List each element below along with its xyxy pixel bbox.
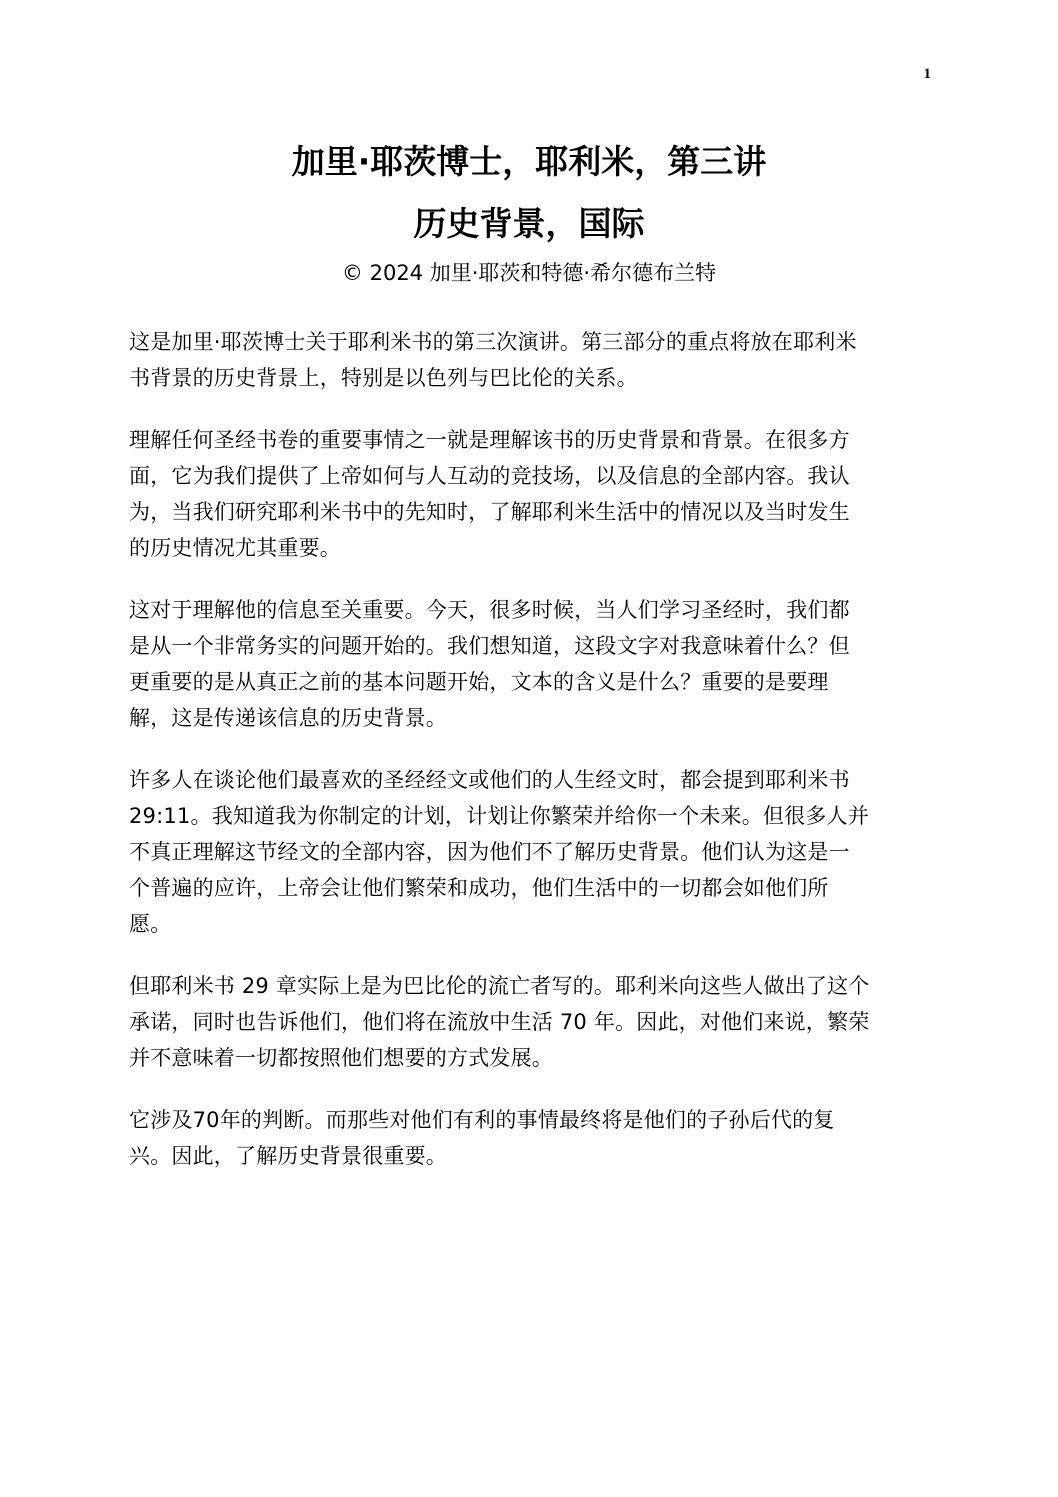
page-number: 1 <box>923 66 931 82</box>
text-line: 承诺，同时也告诉他们，他们将在流放中生活 70 年。因此，对他们来说，繁荣 <box>129 1010 870 1034</box>
text-line: 为，当我们研究耶利米书中的先知时，了解耶利米生活中的情况以及当时发生 <box>129 500 850 524</box>
paragraph <box>129 592 927 736</box>
text-line: 兴。因此，了解历史背景很重要。 <box>129 1144 447 1168</box>
text-line: 理解任何圣经书卷的重要事情之一就是理解该书的历史背景和背景。在很多方 <box>129 428 850 452</box>
text-line: 是从一个非常务实的问题开始的。我们想知道，这段文字对我意味着什么？但 <box>129 634 850 658</box>
text-line: 的历史情况尤其重要。 <box>129 536 341 560</box>
document-title: 加里·耶茨博士，耶利米，第三讲 <box>291 142 767 181</box>
paragraph <box>129 762 927 942</box>
text-line: 面，它为我们提供了上帝如何与人互动的竞技场，以及信息的全部内容。我认 <box>129 464 850 488</box>
text-line: 它涉及70年的判断。而那些对他们有利的事情最终将是他们的子孙后代的复 <box>129 1108 835 1132</box>
text-line: 更重要的是从真正之前的基本问题开始，文本的含义是什么？重要的是要理 <box>129 670 829 694</box>
text-line: 但耶利米书 29 章实际上是为巴比伦的流亡者写的。耶利米向这些人做出了这个 <box>129 974 870 998</box>
text-line: 不真正理解这节经文的全部内容，因为他们不了解历史背景。他们认为这是一 <box>129 840 850 864</box>
copyright-notice: © 2024 加里·耶茨和特德·希尔德布兰特 <box>341 261 717 285</box>
paragraph <box>129 1102 927 1174</box>
text-line: 这对于理解他的信息至关重要。今天，很多时候，当人们学习圣经时，我们都 <box>129 598 850 622</box>
document-subtitle: 历史背景，国际 <box>413 204 645 243</box>
text-line: 解，这是传递该信息的历史背景。 <box>129 706 447 730</box>
text-line: 个普遍的应许，上帝会让他们繁荣和成功，他们生活中的一切都会如他们所 <box>129 876 829 900</box>
text-line: 书背景的历史背景上，特别是以色列与巴比伦的关系。 <box>129 366 638 390</box>
text-line: 愿。 <box>129 912 172 936</box>
text-line: 许多人在谈论他们最喜欢的圣经经文或他们的人生经文时，都会提到耶利米书 <box>129 768 850 792</box>
text-line: 这是加里·耶茨博士关于耶利米书的第三次演讲。第三部分的重点将放在耶利米 <box>129 330 857 354</box>
paragraph <box>129 968 927 1076</box>
text-line: 29:11。我知道我为你制定的计划，计划让你繁荣并给你一个未来。但很多人并 <box>129 804 869 828</box>
paragraph <box>129 324 927 396</box>
text-line: 并不意味着一切都按照他们想要的方式发展。 <box>129 1046 553 1070</box>
paragraph <box>129 422 927 566</box>
body-text <box>129 324 927 1200</box>
